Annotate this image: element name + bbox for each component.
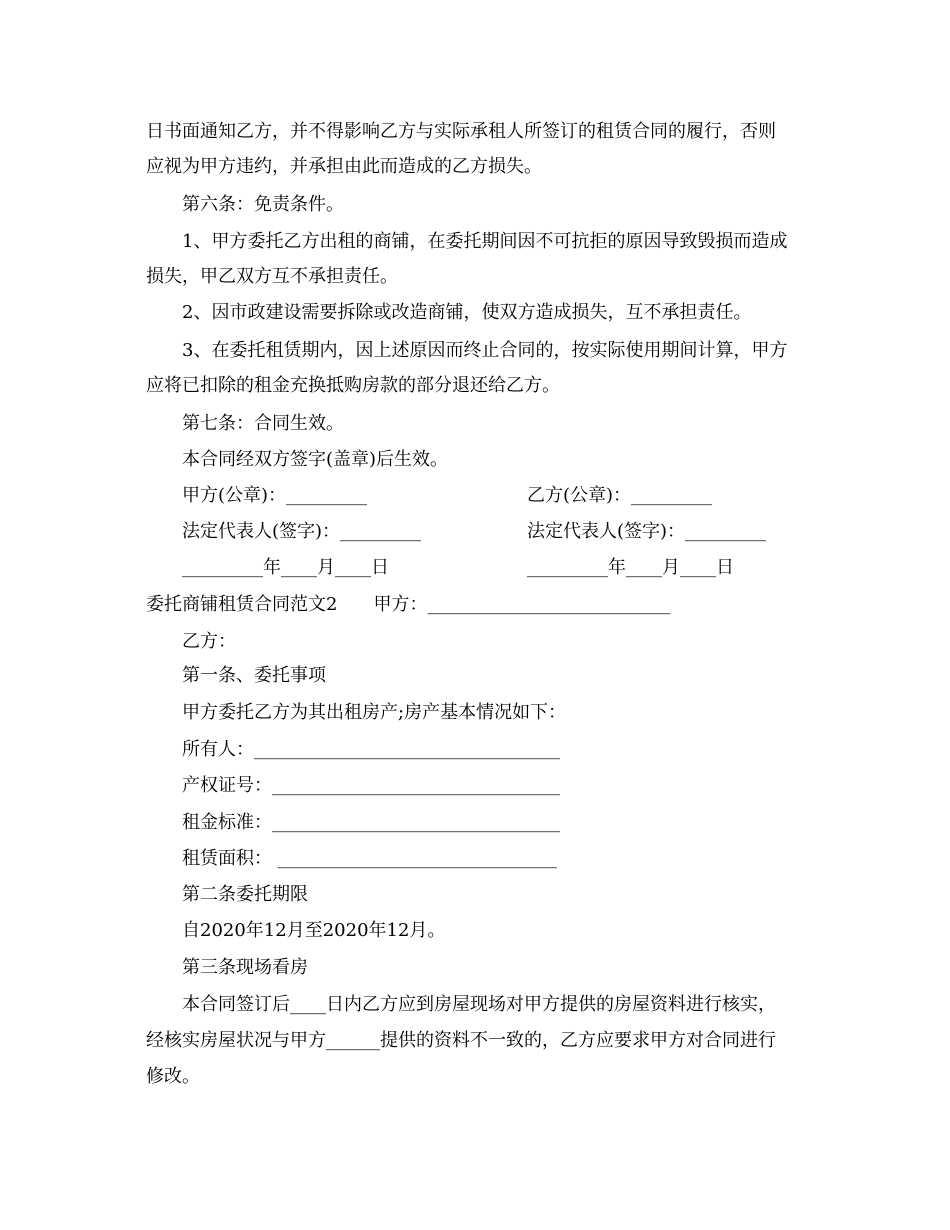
paragraph-line: 自2020年12月至2020年12月。 [182, 920, 446, 941]
party-b-date-field: _________年____月____日 [527, 557, 734, 578]
article-heading: 第七条：合同生效。 [182, 413, 344, 434]
section-title-line: 委托商铺租赁合同范文2 甲方：___________________________ [146, 594, 671, 615]
paragraph-line: 甲方委托乙方为其出租房产;房产基本情况如下： [182, 702, 567, 723]
paragraph-line: 2、因市政建设需要拆除或改造商铺，使双方造成损失，互不承担责任。 [182, 302, 752, 323]
paragraph-line: 本合同经双方签字(盖章)后生效。 [182, 449, 449, 470]
paragraph-line: 日书面通知乙方，并不得影响乙方与实际承租人所签订的租赁合同的履行，否则 [146, 121, 776, 142]
party-a-date-field: _________年____月____日 [182, 557, 389, 578]
party-a-seal-field: 甲方(公章)：_________ [182, 485, 368, 506]
paragraph-line: 损失，甲乙双方互不承担责任。 [146, 266, 398, 287]
paragraph-line: 应视为甲方违约，并承担由此而造成的乙方损失。 [146, 156, 542, 177]
paragraph-line: 经核实房屋状况与甲方______提供的资料不一致的，乙方应要求甲方对合同进行 [146, 1030, 776, 1051]
paragraph-line: 修改。 [146, 1066, 200, 1087]
article-heading: 第六条：免责条件。 [182, 194, 344, 215]
party-b-rep-field: 法定代表人(签字)：_________ [527, 521, 767, 542]
article-heading: 第二条委托期限 [182, 884, 308, 905]
paragraph-line: 乙方： [182, 631, 236, 652]
article-heading: 第一条、委托事项 [182, 665, 326, 686]
article-heading: 第三条现场看房 [182, 957, 308, 978]
certificate-field: 产权证号：________________________________ [182, 775, 560, 796]
owner-field: 所有人：__________________________________ [182, 739, 560, 760]
paragraph-line: 本合同签订后____日内乙方应到房屋现场对甲方提供的房屋资料进行核实， [182, 994, 776, 1015]
party-a-rep-field: 法定代表人(签字)：_________ [182, 521, 422, 542]
paragraph-line: 3、在委托租赁期内，因上述原因而终止合同的，按实际使用期间计算，甲方 [182, 340, 788, 361]
rent-standard-field: 租金标准：________________________________ [182, 812, 560, 833]
paragraph-line: 应将已扣除的租金充换抵购房款的部分退还给乙方。 [146, 375, 560, 396]
paragraph-line: 1、甲方委托乙方出租的商铺，在委托期间因不可抗拒的原因导致毁损而造成 [182, 231, 788, 252]
area-field: 租赁面积： _______________________________ [182, 848, 557, 869]
party-b-seal-field: 乙方(公章)：_________ [527, 485, 713, 506]
